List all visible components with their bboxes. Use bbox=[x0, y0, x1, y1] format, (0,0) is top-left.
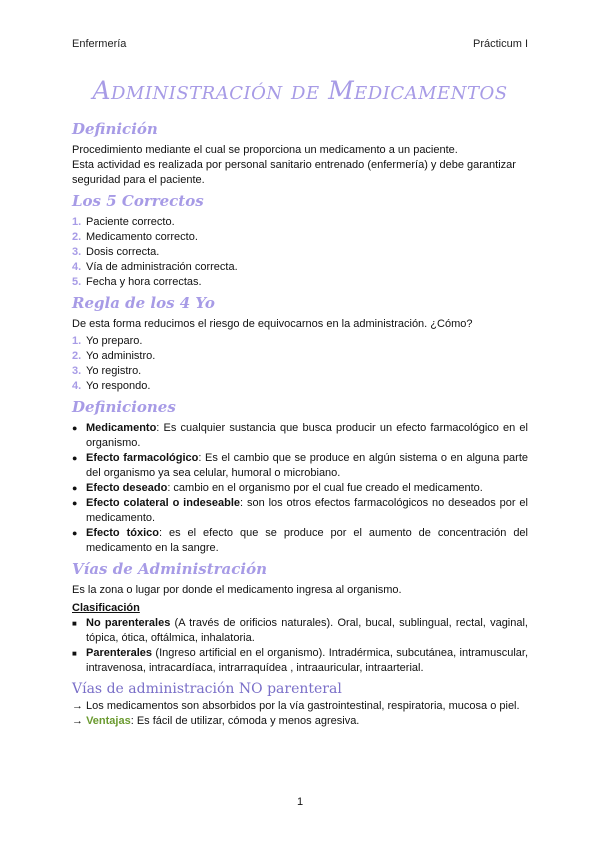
term: Efecto deseado bbox=[86, 482, 168, 494]
ventajas-line bbox=[72, 714, 528, 729]
square-bullet-icon: ■ bbox=[72, 649, 77, 658]
list-number: 4. bbox=[72, 261, 82, 273]
bullet-icon: ● bbox=[72, 453, 78, 463]
list-number: 3. bbox=[72, 365, 82, 377]
page-title: Administración de Medicamentos bbox=[92, 76, 508, 105]
list-text bbox=[86, 451, 528, 481]
term: Efecto tóxico bbox=[86, 527, 159, 539]
definition: : cambio en el organismo por el cual fue creado el medicamento. bbox=[167, 482, 483, 494]
definition: (A través de orificios naturales). Oral, bucal, sublingual, rectal, vaginal, tópica, ótica, oftálmica, inhalatoria. bbox=[86, 617, 528, 644]
list-text: Yo registro. bbox=[86, 365, 142, 377]
term: No parenterales bbox=[86, 617, 171, 629]
heading-regla: Regla de los 4 Yo bbox=[72, 294, 215, 312]
list-item bbox=[72, 349, 528, 364]
term: Medicamento bbox=[86, 422, 157, 434]
list-number: 5. bbox=[72, 276, 82, 288]
list-number: 2. bbox=[72, 350, 82, 362]
ventajas-text: : Es fácil de utilizar, cómoda y menos agresiva. bbox=[130, 715, 360, 727]
list-item bbox=[72, 616, 528, 646]
page-number: 1 bbox=[296, 796, 304, 808]
list-number: 1. bbox=[72, 335, 82, 347]
bullet-icon: ● bbox=[72, 498, 78, 508]
list-item bbox=[72, 215, 528, 230]
term: Efecto colateral o indeseable bbox=[86, 497, 241, 509]
vias-intro: Es la zona o lugar por donde el medicamento ingresa al organismo. bbox=[72, 584, 402, 596]
list-text: Yo respondo. bbox=[86, 380, 151, 392]
header-right: Prácticum I bbox=[472, 38, 528, 50]
definition: : es el efecto que se produce por el aumento de concentración del medicamento en la sangre. bbox=[86, 527, 528, 554]
list-text bbox=[86, 496, 528, 526]
definition: : Es cualquier sustancia que busca producir un efecto farmacológico en el organismo. bbox=[86, 422, 528, 449]
regla-list bbox=[72, 334, 528, 394]
list-text: Yo administro. bbox=[86, 350, 156, 362]
heading-correctos: Los 5 Correctos bbox=[72, 192, 204, 210]
heading-vias: Vías de Administración bbox=[72, 560, 268, 578]
definition: : Es el cambio que se produce en algún sistema o en alguna parte del organismo ya sea celular, humoral o microbiano. bbox=[86, 452, 529, 479]
bullet-icon: ● bbox=[72, 423, 78, 433]
definiciones-list bbox=[72, 421, 528, 556]
list-item bbox=[72, 379, 528, 394]
list-text: Fecha y hora correctas. bbox=[86, 276, 202, 288]
heading-definicion: Definición bbox=[72, 120, 158, 138]
no-parenteral-text: Los medicamentos son absorbidos por la vía gastrointestinal, respiratoria, mucosa o piel. bbox=[83, 700, 520, 712]
list-text bbox=[86, 526, 528, 556]
list-number: 4. bbox=[72, 380, 82, 392]
list-item bbox=[72, 275, 528, 290]
ventajas-label: Ventajas bbox=[86, 715, 131, 727]
correctos-list bbox=[72, 215, 528, 290]
list-item bbox=[72, 230, 528, 245]
list-text: Vía de administración correcta. bbox=[86, 261, 238, 273]
list-number: 1. bbox=[72, 216, 82, 228]
clasificacion-heading: Clasificación bbox=[72, 602, 140, 614]
list-text bbox=[86, 616, 528, 646]
list-text: Paciente correcto. bbox=[86, 216, 175, 228]
list-item bbox=[72, 260, 528, 275]
list-item bbox=[72, 526, 528, 556]
list-item bbox=[72, 364, 528, 379]
square-bullet-icon: ■ bbox=[72, 619, 77, 628]
definition: : son los otros efectos farmacológicos no deseados por el medicamento. bbox=[86, 497, 528, 524]
definition: (Ingreso artificial en el organismo). Intradérmica, subcutánea, intramuscular, intravenosa, intracardíaca, intrarraquídea , intraauricular, intraarterial. bbox=[86, 647, 528, 674]
list-item bbox=[72, 451, 528, 481]
term: Parenterales bbox=[86, 647, 153, 659]
list-number: 3. bbox=[72, 246, 82, 258]
list-item bbox=[72, 496, 528, 526]
list-item bbox=[72, 245, 528, 260]
list-item bbox=[72, 334, 528, 349]
regla-intro: De esta forma reducimos el riesgo de equivocarnos en la administración. ¿Cómo? bbox=[72, 318, 473, 330]
definicion-line-1: Procedimiento mediante el cual se proporciona un medicamento a un paciente. bbox=[72, 144, 458, 156]
vias-list bbox=[72, 616, 528, 676]
arrow-icon: → bbox=[72, 715, 83, 727]
list-number: 2. bbox=[72, 231, 82, 243]
bullet-icon: ● bbox=[72, 528, 78, 538]
document-body bbox=[72, 122, 528, 729]
list-text: Dosis correcta. bbox=[86, 246, 160, 258]
list-item bbox=[72, 421, 528, 451]
list-text: Yo preparo. bbox=[86, 335, 143, 347]
list-text: Medicamento correcto. bbox=[86, 231, 198, 243]
no-parenteral-line bbox=[72, 699, 528, 714]
heading-definiciones: Definiciones bbox=[72, 398, 176, 416]
list-text bbox=[86, 481, 483, 496]
definicion-line-2: Esta actividad es realizada por personal sanitario entrenado (enfermería) y debe garantizar seguridad para el paciente. bbox=[72, 159, 516, 186]
heading-no-parenteral: Vías de administración NO parenteral bbox=[72, 681, 342, 697]
list-item bbox=[72, 646, 528, 676]
list-text bbox=[86, 646, 528, 676]
term: Efecto farmacológico bbox=[86, 452, 199, 464]
header-left: Enfermería bbox=[72, 38, 127, 50]
arrow-icon: → bbox=[72, 700, 83, 712]
list-item bbox=[72, 481, 528, 496]
bullet-icon: ● bbox=[72, 483, 78, 493]
list-text bbox=[86, 421, 528, 451]
